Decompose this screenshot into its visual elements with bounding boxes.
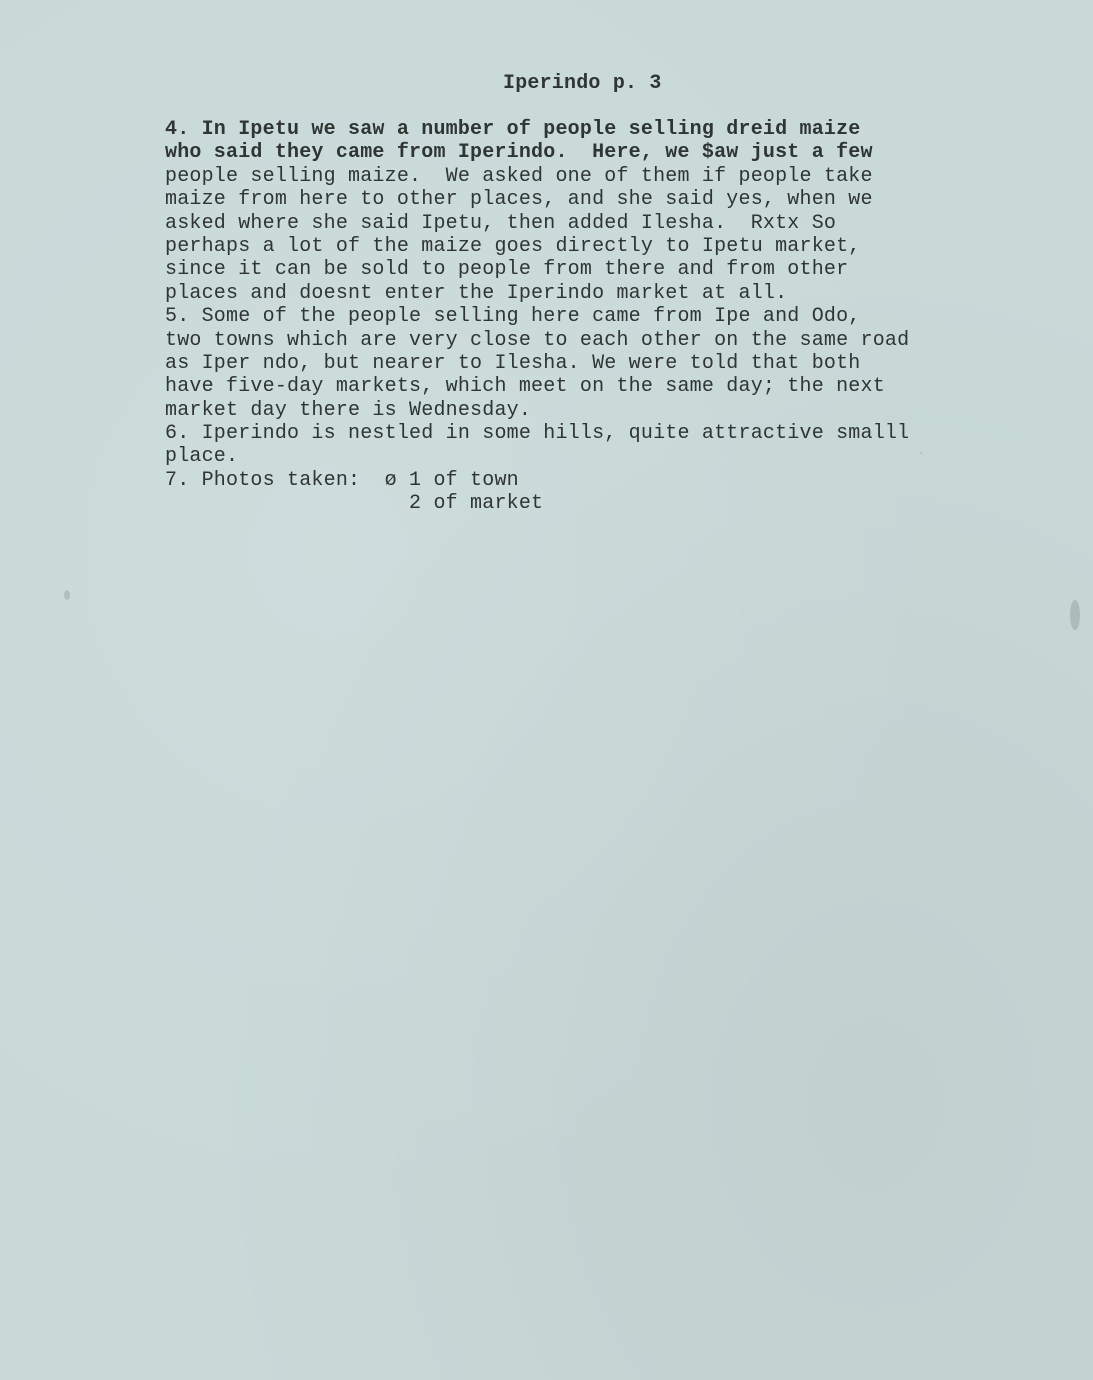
- text-line: place.: [165, 445, 239, 469]
- text-line: people selling maize. We asked one of them if people take: [165, 164, 873, 188]
- text-line: 7. Photos taken: ø 1 of town: [165, 468, 519, 492]
- text-line: places and doesnt enter the Iperindo market at all.: [165, 281, 788, 305]
- document-body: [165, 118, 909, 516]
- text-line: perhaps a lot of the maize goes directly to Ipetu market,: [165, 234, 861, 258]
- text-line: have five-day markets, which meet on the same day; the next: [165, 375, 885, 399]
- text-line: 2 of market: [165, 492, 544, 516]
- text-line: since it can be sold to people from there and from other: [165, 258, 849, 282]
- text-line: 6. Iperindo is nestled in some hills, quite attractive smalll: [165, 422, 910, 446]
- text-line: as Iper ndo, but nearer to Ilesha. We were told that both: [165, 351, 861, 375]
- paper-speck: [742, 292, 744, 294]
- text-line: two towns which are very close to each other on the same road: [165, 328, 910, 352]
- paper-speck: [920, 452, 922, 454]
- text-line: 5. Some of the people selling here came from Ipe and Odo,: [165, 305, 861, 329]
- text-line: market day there is Wednesday.: [165, 398, 532, 422]
- text-line: 4. In Ipetu we saw a number of people selling dreid maize: [165, 118, 861, 141]
- paper-speck: [1070, 600, 1080, 630]
- page-title: Iperindo p. 3: [503, 72, 662, 95]
- paper-speck: [64, 590, 70, 600]
- text-line: maize from here to other places, and she said yes, when we: [165, 188, 873, 212]
- text-line: asked where she said Ipetu, then added Ilesha. Rxtx So: [165, 211, 837, 235]
- text-line: who said they came from Iperindo. Here, we $aw just a few: [165, 141, 873, 165]
